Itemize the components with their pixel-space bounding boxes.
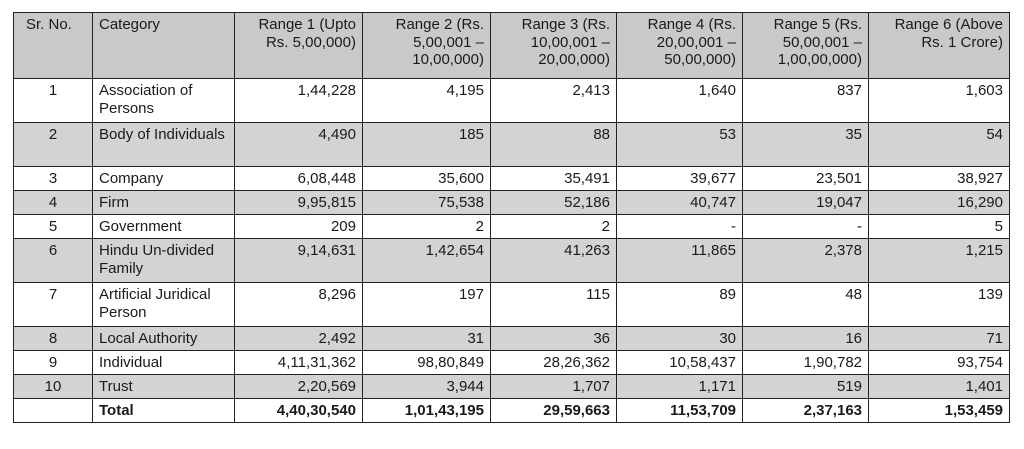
total-range-1: 4,40,30,540 — [235, 399, 363, 423]
cell-category: Government — [93, 215, 235, 239]
cell-range-4: 11,865 — [617, 239, 743, 283]
table-row — [14, 283, 1010, 327]
cell-range-3: 36 — [491, 327, 617, 351]
cell-range-2: 31 — [363, 327, 491, 351]
table-row — [14, 167, 1010, 191]
cell-category: Hindu Un-divided Family — [93, 239, 235, 283]
cell-range-2: 98,80,849 — [363, 351, 491, 375]
cell-range-2: 2 — [363, 215, 491, 239]
cell-category: Body of Individuals — [93, 123, 235, 167]
cell-sr-no: 4 — [14, 191, 93, 215]
cell-range-1: 1,44,228 — [235, 79, 363, 123]
total-row — [14, 399, 1010, 423]
header-sr-no: Sr. No. — [14, 13, 93, 79]
cell-range-2: 4,195 — [363, 79, 491, 123]
cell-range-5: 19,047 — [743, 191, 869, 215]
table-row — [14, 215, 1010, 239]
cell-range-6: 1,215 — [869, 239, 1010, 283]
header-range-1: Range 1 (Upto Rs. 5,00,000) — [235, 13, 363, 79]
total-range-2: 1,01,43,195 — [363, 399, 491, 423]
cell-range-6: 54 — [869, 123, 1010, 167]
cell-range-5: 35 — [743, 123, 869, 167]
total-sr-no — [14, 399, 93, 423]
cell-range-1: 4,11,31,362 — [235, 351, 363, 375]
cell-category: Artificial Juridical Person — [93, 283, 235, 327]
cell-range-5: 2,378 — [743, 239, 869, 283]
cell-range-3: 52,186 — [491, 191, 617, 215]
cell-category: Individual — [93, 351, 235, 375]
cell-range-1: 8,296 — [235, 283, 363, 327]
table-row — [14, 123, 1010, 167]
cell-range-4: 1,640 — [617, 79, 743, 123]
header-range-3: Range 3 (Rs. 10,00,001 – 20,00,000) — [491, 13, 617, 79]
total-label: Total — [93, 399, 235, 423]
cell-range-5: 519 — [743, 375, 869, 399]
cell-range-3: 88 — [491, 123, 617, 167]
cell-range-2: 185 — [363, 123, 491, 167]
cell-sr-no: 7 — [14, 283, 93, 327]
cell-category: Company — [93, 167, 235, 191]
cell-range-6: 38,927 — [869, 167, 1010, 191]
cell-range-5: - — [743, 215, 869, 239]
cell-range-5: 1,90,782 — [743, 351, 869, 375]
header-row — [14, 13, 1010, 79]
cell-sr-no: 2 — [14, 123, 93, 167]
cell-range-4: - — [617, 215, 743, 239]
header-category: Category — [93, 13, 235, 79]
total-range-5: 2,37,163 — [743, 399, 869, 423]
cell-range-1: 209 — [235, 215, 363, 239]
cell-range-6: 16,290 — [869, 191, 1010, 215]
cell-range-6: 5 — [869, 215, 1010, 239]
table-row — [14, 79, 1010, 123]
header-range-6: Range 6 (Above Rs. 1 Crore) — [869, 13, 1010, 79]
cell-category: Local Authority — [93, 327, 235, 351]
cell-range-4: 53 — [617, 123, 743, 167]
cell-range-3: 35,491 — [491, 167, 617, 191]
cell-range-3: 2,413 — [491, 79, 617, 123]
cell-range-2: 35,600 — [363, 167, 491, 191]
cell-range-4: 89 — [617, 283, 743, 327]
cell-range-1: 4,490 — [235, 123, 363, 167]
cell-range-6: 1,401 — [869, 375, 1010, 399]
cell-range-3: 41,263 — [491, 239, 617, 283]
header-range-2: Range 2 (Rs. 5,00,001 – 10,00,000) — [363, 13, 491, 79]
cell-category: Trust — [93, 375, 235, 399]
cell-range-2: 1,42,654 — [363, 239, 491, 283]
cell-range-4: 40,747 — [617, 191, 743, 215]
cell-range-5: 16 — [743, 327, 869, 351]
cell-range-5: 23,501 — [743, 167, 869, 191]
cell-sr-no: 10 — [14, 375, 93, 399]
cell-range-6: 93,754 — [869, 351, 1010, 375]
total-range-6: 1,53,459 — [869, 399, 1010, 423]
cell-range-3: 2 — [491, 215, 617, 239]
table-row — [14, 239, 1010, 283]
cell-sr-no: 5 — [14, 215, 93, 239]
cell-range-6: 71 — [869, 327, 1010, 351]
header-range-4: Range 4 (Rs. 20,00,001 – 50,00,000) — [617, 13, 743, 79]
cell-range-6: 1,603 — [869, 79, 1010, 123]
cell-range-1: 9,14,631 — [235, 239, 363, 283]
cell-range-2: 75,538 — [363, 191, 491, 215]
cell-sr-no: 8 — [14, 327, 93, 351]
cell-sr-no: 1 — [14, 79, 93, 123]
cell-range-6: 139 — [869, 283, 1010, 327]
cell-sr-no: 3 — [14, 167, 93, 191]
cell-range-3: 115 — [491, 283, 617, 327]
cell-sr-no: 9 — [14, 351, 93, 375]
cell-category: Firm — [93, 191, 235, 215]
total-range-4: 11,53,709 — [617, 399, 743, 423]
cell-range-2: 3,944 — [363, 375, 491, 399]
cell-range-2: 197 — [363, 283, 491, 327]
cell-range-4: 10,58,437 — [617, 351, 743, 375]
cell-range-5: 48 — [743, 283, 869, 327]
cell-range-4: 30 — [617, 327, 743, 351]
cell-range-1: 2,492 — [235, 327, 363, 351]
table-body — [14, 79, 1010, 423]
cell-sr-no: 6 — [14, 239, 93, 283]
cell-range-4: 39,677 — [617, 167, 743, 191]
total-range-3: 29,59,663 — [491, 399, 617, 423]
table-row — [14, 351, 1010, 375]
cell-range-1: 9,95,815 — [235, 191, 363, 215]
cell-range-3: 28,26,362 — [491, 351, 617, 375]
cell-range-1: 6,08,448 — [235, 167, 363, 191]
table-row — [14, 191, 1010, 215]
cell-category: Association of Persons — [93, 79, 235, 123]
cell-range-3: 1,707 — [491, 375, 617, 399]
income-range-table — [13, 12, 1010, 423]
cell-range-5: 837 — [743, 79, 869, 123]
cell-range-1: 2,20,569 — [235, 375, 363, 399]
cell-range-4: 1,171 — [617, 375, 743, 399]
table-row — [14, 327, 1010, 351]
table-container — [13, 12, 1009, 423]
table-row — [14, 375, 1010, 399]
header-range-5: Range 5 (Rs. 50,00,001 – 1,00,00,000) — [743, 13, 869, 79]
